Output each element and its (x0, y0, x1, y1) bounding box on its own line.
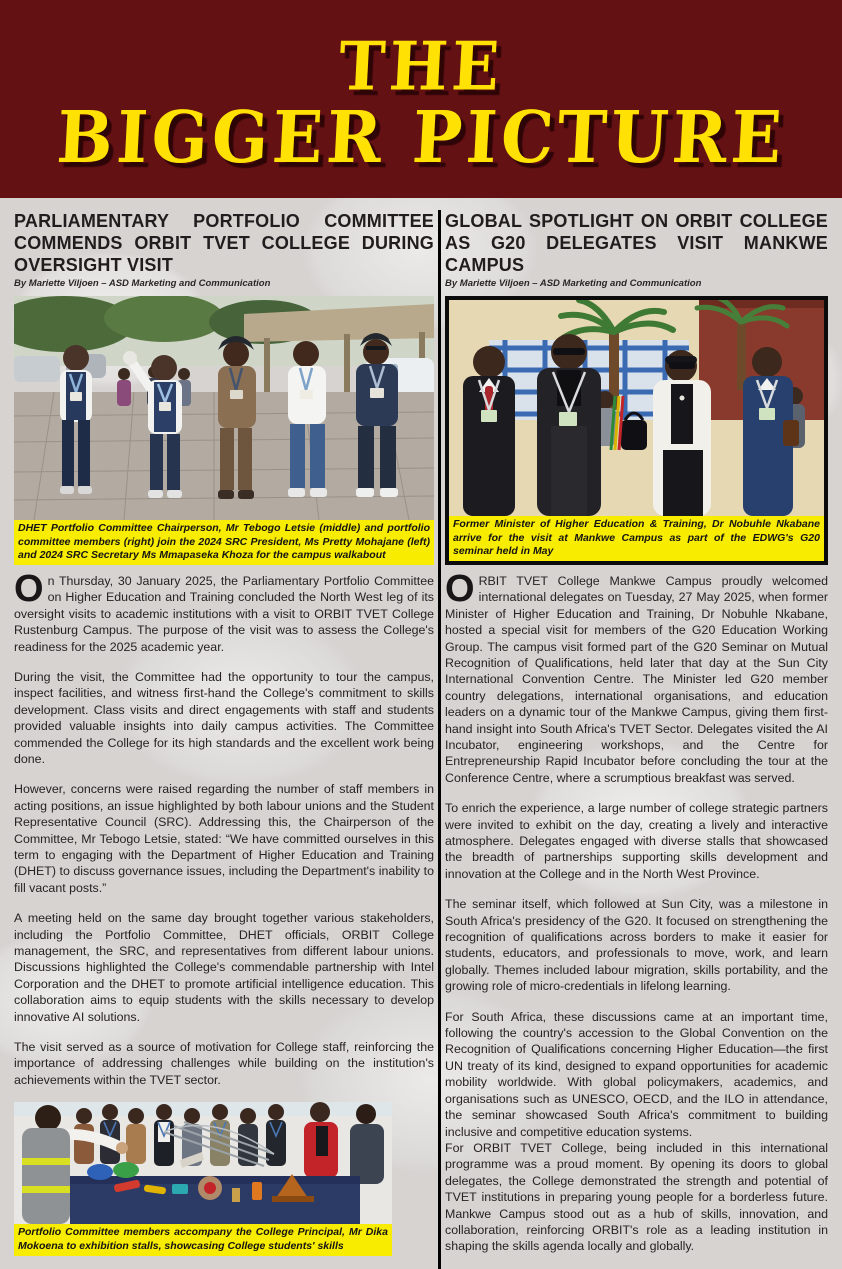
right-article-headline: GLOBAL SPOTLIGHT ON ORBIT COLLEGE AS G20 DELEGATES VISIT MANKWE CAMPUS (445, 211, 828, 275)
left-paragraph-2: During the visit, the Committee had the opportunity to tour the campus, inspect facilities, and witness first-hand the College's commitment to skills development. Class visits and direct engagements with staff and students provided valuable insights into daily campus activities. The Committee commended the College for its high standards and the excellent work being done. (14, 669, 434, 766)
exhibition-photo-block (14, 1102, 392, 1255)
right-paragraph-4: For South Africa, these discussions came at an important time, following the country's accession to the Global Convention on the Recognition of Qualifications concerning Higher Education—the first UN treaty of its kind, designed to expand opportunities for academic mobility worldwide. With global policymakers, academics, and organisations such as UNESCO, OECD, and the ILO in attendance, the seminar showcased South Africa's commitment to building inclusive and competitive education systems. (445, 1009, 828, 1139)
column-divider (434, 210, 445, 1269)
right-paragraph-5: For ORBIT TVET College, being included in this international programme was a proud moment. By opening its doors to global delegates, the College demonstrated the strength and potential of TVET institutions in preparing young people for a borderless future. Mankwe Campus stood out as a hub of skills, innovation, and collaboration, reinforcing ORBIT's role as a leading institution in shaping the skills agenda locally and globally. (445, 1140, 828, 1254)
masthead-title-line2: BIGGER PICTURE (54, 94, 788, 180)
exhibition-stalls-photo (14, 1102, 392, 1224)
left-photo-caption: DHET Portfolio Committee Chairperson, Mr Tebogo Letsie (middle) and portfolio committee members (right) join the 2024 SRC President, Ms Pretty Mohajane (left) and 2024 SRC Secretary Ms Mmapaseka Khoza for the campus walkabout (14, 520, 434, 565)
left-drop-cap: O (14, 567, 44, 610)
left-paragraph-4: A meeting held on the same day brought together various stakeholders, including the Portfolio Committee, DHET officials, ORBIT College management, the SRC, and representatives from different labour unions. Discussions highlighted the College's commendable partnership with Intel Corporation and the DHET to promote artificial intelligence education. This collaboration aims to equip students with the skills necessary to develop innovative AI solutions. (14, 911, 434, 1024)
left-article-headline: PARLIAMENTARY PORTFOLIO COMMITTEE COMMENDS ORBIT TVET COLLEGE DURING OVERSIGHT VISIT (14, 211, 434, 275)
page-content (0, 198, 842, 1269)
newsletter-masthead (0, 0, 842, 198)
right-paragraph-2: To enrich the experience, a large number of college strategic partners were invited to exhibit on the day, creating a lively and interactive atmosphere. Delegates engaged with diverse stalls that showcased the breadth of partnerships supporting skills development and innovation at the College and in the North West Province. (445, 801, 828, 881)
g20-arrival-photo (449, 300, 824, 516)
left-article (14, 210, 434, 1269)
left-article-byline: By Mariette Viljoen – ASD Marketing and Communication (14, 278, 271, 289)
masthead-title-line1: THE (336, 27, 506, 106)
left-paragraph-5: The visit served as a source of motivation for College staff, reinforcing the importance of addressing challenges while building on the institution's achievements within the TVET sector. (14, 1040, 434, 1087)
exhibition-photo-caption: Portfolio Committee members accompany the College Principal, Mr Dika Mokoena to exhibition stalls, showcasing College students' skills (14, 1224, 392, 1255)
left-article-body (14, 567, 434, 1088)
left-paragraph-1: On Thursday, 30 January 2025, the Parliamentary Portfolio Committee on Higher Education and Training concluded the North West leg of its oversight visits to academic institutions with a visit to ORBIT TVET College Rustenburg Campus. The purpose of the visit was to assess the College's readiness for the 2025 academic year. (14, 567, 434, 654)
right-article-body (445, 567, 828, 1255)
right-article (445, 210, 828, 1269)
right-photo-caption: Former Minister of Higher Education & Training, Dr Nobuhle Nkabane arrive for the visit at Mankwe Campus as part of the EDWG's G20 seminar held in May (449, 516, 824, 561)
left-photo-block (14, 296, 434, 565)
left-paragraph-3: However, concerns were raised regarding the number of staff members in acting positions, an issue highlighted by both labour unions and the Student Representative Council (SRC). Addressing this, the Chairperson of the Committee, Mr Tebogo Letsie, stated: “We have committed ourselves in this term to engaging with the Department of Higher Education and Training (DHET) to discuss governance issues, including the Department's inability to fill vacant posts.” (14, 782, 434, 895)
right-paragraph-3: The seminar itself, which followed at Sun City, was a milestone in South Africa's presidency of the G20. It focused on strengthening the recognition of qualifications across borders to make it easier for students, educators, and professionals to move, work, and learn globally. Themes included labour migration, skills portability, and the growing role of micro-credentials in lifelong learning. (445, 897, 828, 994)
right-article-byline: By Mariette Viljoen – ASD Marketing and Communication (445, 278, 702, 289)
right-paragraph-1: ORBIT TVET College Mankwe Campus proudly welcomed international delegates on Tuesday, 27 May 2025, when former Minister of Higher Education and Training, Dr Nobuhle Nkabane, hosted a special visit for members of the G20 Education Working Group. The campus visit formed part of the G20 Seminar on Mutual Recognition of Qualifications, held later that day at the Sun City International Convention Centre. The Minister led G20 member country delegations, international organisations, and education leaders on a dynamic tour of the Mankwe Campus, giving them first-hand insight into South Africa's TVET Sector. Delegates visited the AI Incubator, engineering workshops, and the Centre for Entrepreneurship Rapid Incubator before concluding the tour at the Conference Centre, where a scrumptious breakfast was served. (445, 567, 828, 785)
campus-walkabout-photo (14, 296, 434, 520)
right-photo-block (445, 296, 828, 565)
right-drop-cap: O (445, 567, 475, 610)
